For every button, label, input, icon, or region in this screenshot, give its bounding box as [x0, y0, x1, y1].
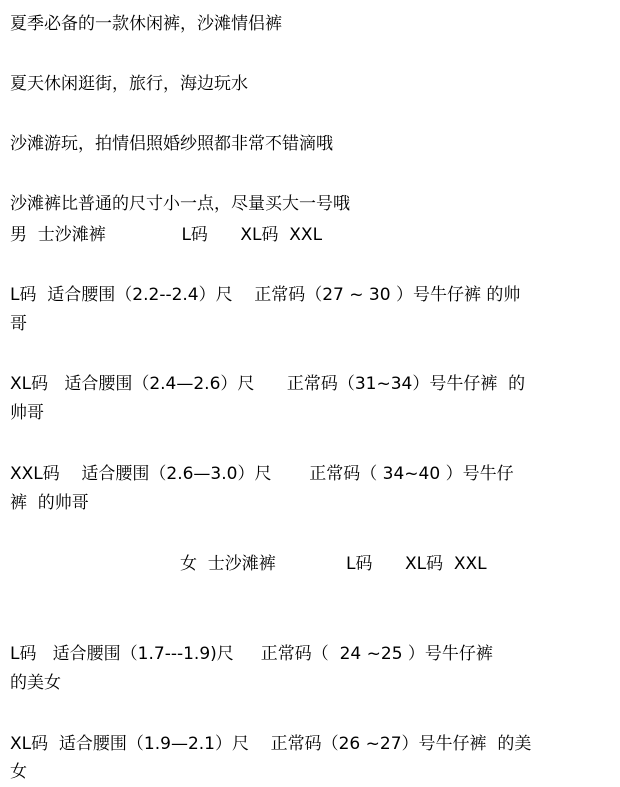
men-size-row-l: L码 适合腰围（2.2--2.4）尺 正常码（27 ~ 30 ）号牛仔裤 的帅	[10, 285, 521, 305]
intro-line-3: 沙滩游玩，拍情侣照婚纱照都非常不错滴哦	[10, 134, 333, 154]
men-size-row-xxl-cont: 裤 的帅哥	[10, 493, 89, 513]
women-size-row-l-cont: 的美女	[10, 673, 61, 693]
men-size-row-l-cont: 哥	[10, 314, 27, 334]
women-size-row-l: L码 适合腰围（1.7---1.9)尺 正常码（ 24 ~25 ）号牛仔裤	[10, 644, 493, 664]
intro-line-1: 夏季必备的一款休闲裤，沙滩情侣裤	[10, 14, 282, 34]
women-size-row-xl-cont: 女	[10, 762, 27, 782]
men-size-header: 男 士沙滩裤 L码 XL码 XXL	[10, 225, 323, 245]
women-size-row-xl: XL码 适合腰围（1.9—2.1）尺 正常码（26 ~27）号牛仔裤 的美	[10, 734, 532, 754]
intro-line-4: 沙滩裤比普通的尺寸小一点，尽量买大一号哦	[10, 194, 350, 214]
intro-line-2: 夏天休闲逛街，旅行，海边玩水	[10, 74, 248, 94]
women-size-header: 女 士沙滩裤 L码 XL码 XXL	[180, 554, 487, 574]
men-size-row-xxl: XXL码 适合腰围（2.6—3.0）尺 正常码（ 34~40 ）号牛仔	[10, 464, 514, 484]
men-size-row-xl: XL码 适合腰围（2.4—2.6）尺 正常码（31~34）号牛仔裤 的	[10, 374, 526, 394]
men-size-row-xl-cont: 帅哥	[10, 403, 44, 423]
